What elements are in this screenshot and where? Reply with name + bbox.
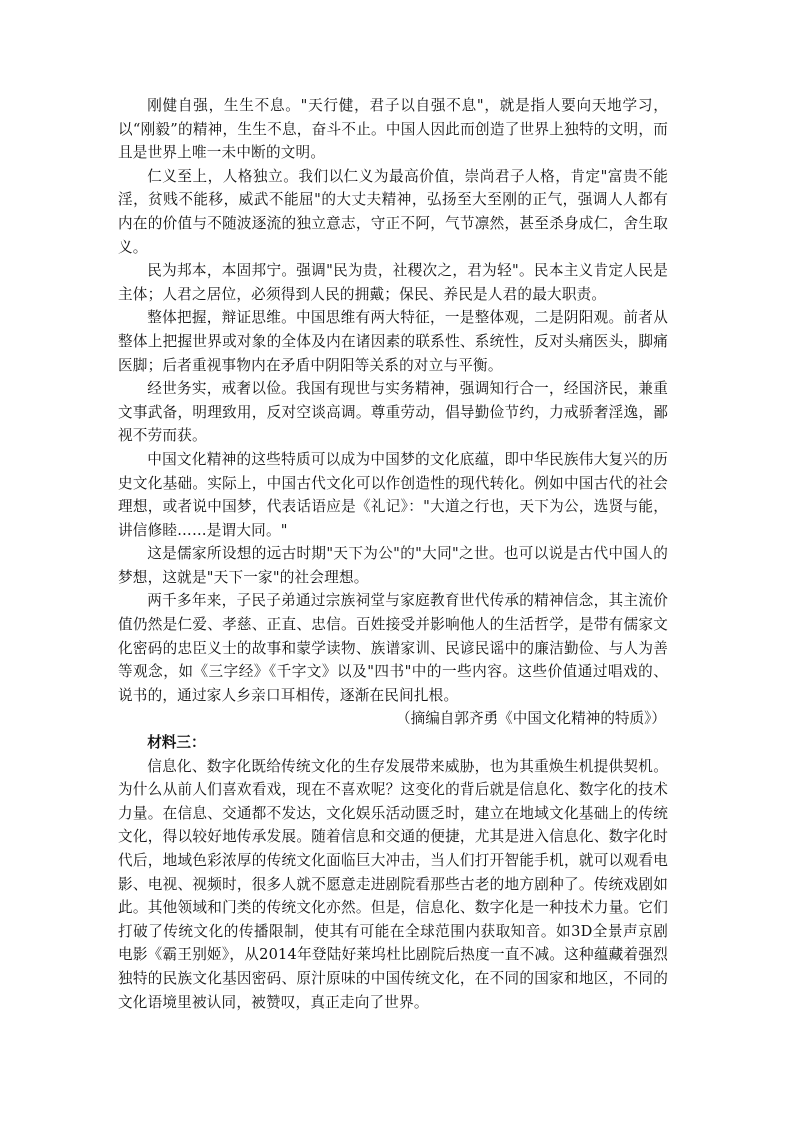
section-heading-material-three: 材料三： xyxy=(147,734,206,752)
paragraph-vigor: 刚健自强，生生不息。"天行健，君子以自强不息"，就是指人要向天地学习，以“刚毅”的精神，生生不息，奋斗不止。中国人因此而创造了世界上独特的文明，而且是世界上唯一未中断的文明。 xyxy=(118,97,668,162)
source-citation: （摘编自郭齐勇《中国文化精神的特质》） xyxy=(396,710,666,728)
document-page xyxy=(118,94,668,1014)
paragraph-great-harmony: 这是儒家所设想的远古时期"天下为公"的"大同"之世。也可以说是古代中国人的梦想，这就是"天下一家"的社会理想。 xyxy=(118,545,668,586)
paragraph-chinese-dream: 中国文化精神的这些特质可以成为中国梦的文化底蕴，即中华民族伟大复兴的历史文化基础。实际上，中国古代文化可以作创造性的现代转化。例如中国古代的社会理想，或者说中国梦，代表话语应是《礼记》："大道之行也，天下为公，选贤与能，讲信修睦……是谓大同。" xyxy=(118,450,668,539)
paragraph-people-basis: 民为邦本，本固邦宁。强调"民为贵，社稷次之，君为轻"。民本主义肯定人民是主体；人君之居位，必须得到人民的拥戴；保民、养民是人君的最大职责。 xyxy=(118,262,668,303)
paragraph-folk-values: 两千多年来，子民子弟通过宗族祠堂与家庭教育世代传承的精神信念，其主流价值仍然是仁爱、孝慈、正直、忠信。百姓接受并影响他人的生活哲学，是带有儒家文化密码的忠臣义士的故事和蒙学读物、族谱家训、民谚民谣中的廉洁勤俭、与人为善等观念，如《三字经》《千字文》以及"四书"中的一些内容。这些价值通过唱戏的、说书的，通过家人乡亲口耳相传，逐渐在民间扎根。 xyxy=(118,592,668,704)
paragraph-benevolence: 仁义至上，人格独立。我们以仁义为最高价值，崇尚君子人格，肯定"富贵不能淫，贫贱不能移，威武不能屈"的大丈夫精神，弘扬至大至刚的正气，强调人人都有内在的价值与不随波逐流的独立意志，守正不阿，气节凛然，甚至杀身成仁，舍生取义。 xyxy=(118,167,668,256)
paragraph-holistic-thinking: 整体把握，辩证思维。中国思维有两大特征，一是整体观，二是阴阳观。前者从整体上把握世界或对象的全体及内在诸因素的联系性、系统性，反对头痛医头，脚痛医脚；后者重视事物内在矛盾中阴阳等关系的对立与平衡。 xyxy=(118,309,668,374)
paragraph-pragmatism: 经世务实，戒奢以俭。我国有现世与实务精神，强调知行合一，经国济民，兼重文事武备，明理致用，反对空谈高调。尊重劳动，倡导勤俭节约，力戒骄奢淫逸，鄙视不劳而获。 xyxy=(118,380,668,445)
paragraph-digitalization: 信息化、数字化既给传统文化的生存发展带来威胁，也为其重焕生机提供契机。为什么从前人们喜欢看戏，现在不喜欢呢？这变化的背后就是信息化、数字化的技术力量。在信息、交通都不发达，文化娱乐活动匮乏时，建立在地域文化基础上的传统文化，得以较好地传承发展。随着信息和交通的便捷，尤其是进入信息化、数字化时代后，地域色彩浓厚的传统文化面临巨大冲击，当人们打开智能手机，就可以观看电影、电视、视频时，很多人就不愿意走进剧院看那些古老的地方剧种了。传统戏剧如此。其他领域和门类的传统文化亦然。但是，信息化、数字化是一种技术力量。它们打破了传统文化的传播限制，使其有可能在全球范围内获取知音。如3D全景声京剧电影《霸王别姬》，从2014年登陆好莱坞杜比剧院后热度一直不减。这种蕴藏着强烈独特的民族文化基因密码、原汁原味的中国传统文化，在不同的国家和地区，不同的文化语境里被认同，被赞叹，真正走向了世界。 xyxy=(118,757,668,1011)
